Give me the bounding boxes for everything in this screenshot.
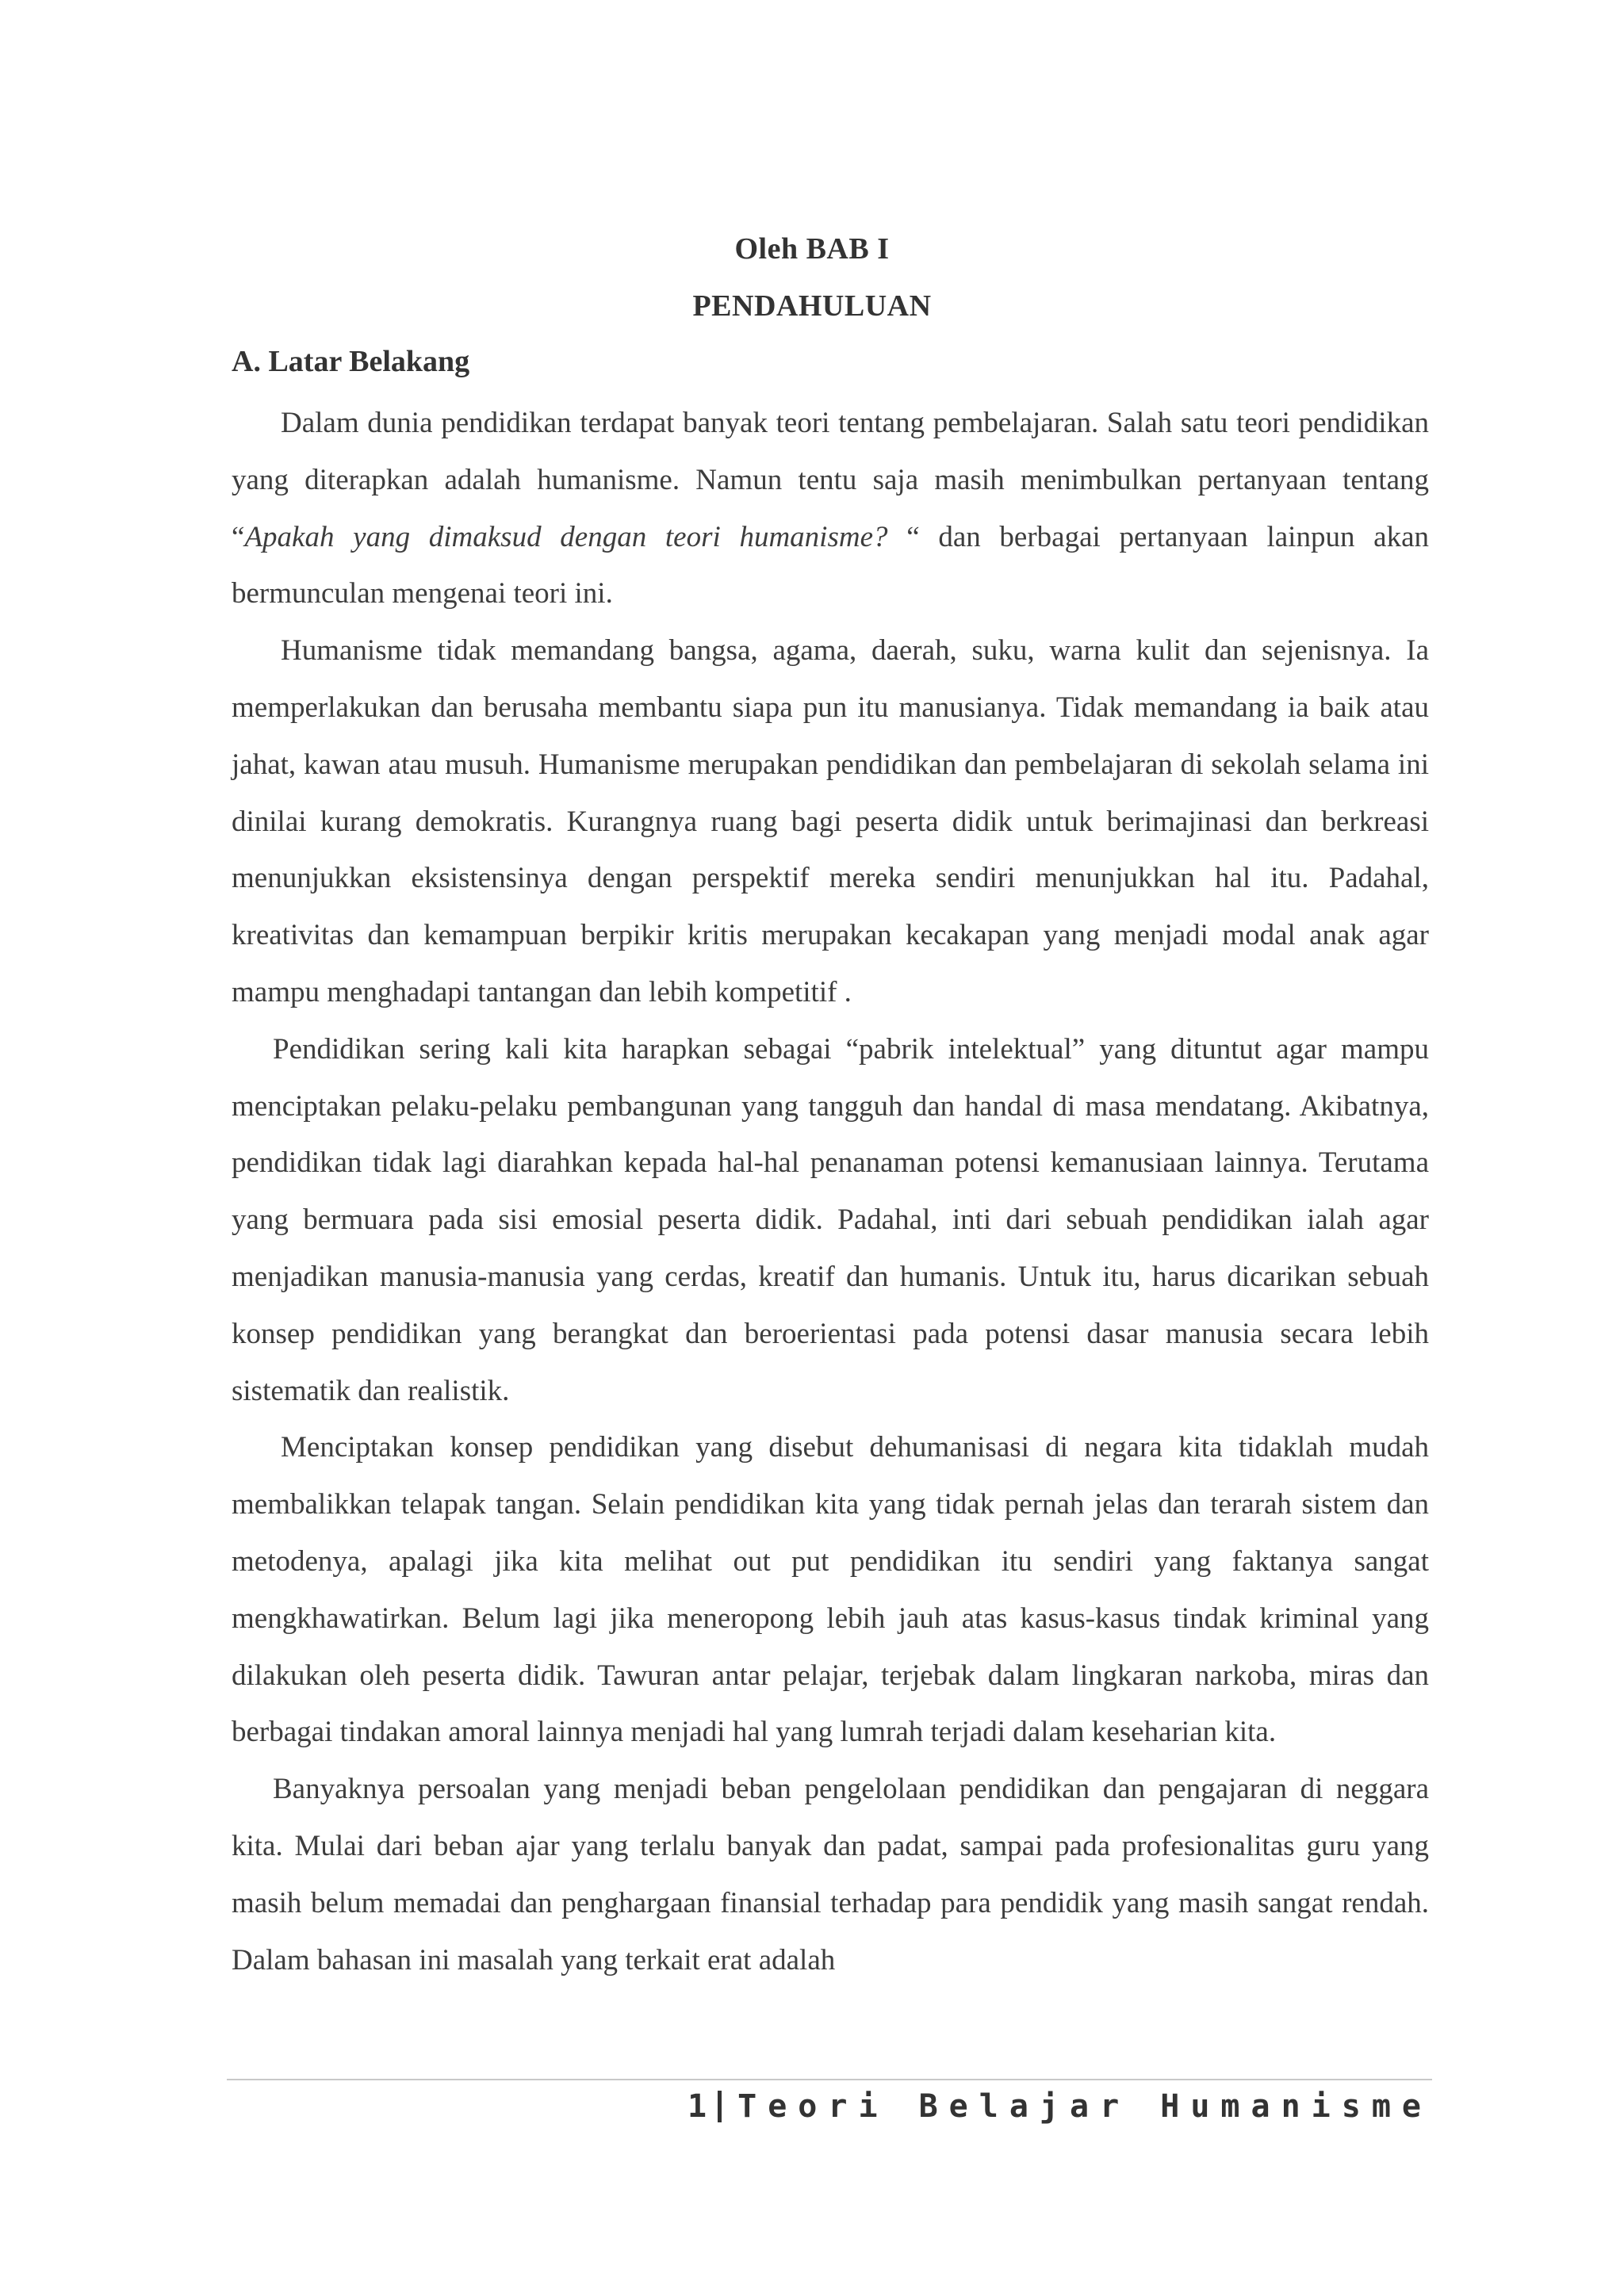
chapter-title: PENDAHULUAN — [692, 289, 932, 323]
paragraph-5: Banyaknya persoalan yang menjadi beban pengelolaan pendidikan dan pengajaran di neggara kita. Mulai dari beban ajar yang terlalu banyak dan padat, sampai pada profesionalitas guru yang masih belum memadai dan penghargaan finansial terhadap para pendidik yang masih sangat rendah. Dalam bahasan ini masalah yang terkait erat adalah — [232, 1773, 1429, 1976]
paragraph-3: Pendidikan sering kali kita harapkan sebagai “pabrik intelektual” yang dituntut agar mampu menciptakan pelaku-pelaku pembangunan yang tangguh dan handal di masa mendatang. Akibatnya, pendidikan tidak lagi diarahkan kepada hal-hal penanaman potensi kemanusiaan lainnya. Terutama yang bermuara pada sisi emosial peserta didik. Padahal, inti dari sebuah pendidikan ialah agar menjadikan manusia-manusia yang cerdas, kreatif dan humanis. Untuk itu, harus dicarikan sebuah konsep pendidikan yang berangkat dan beroerientasi pada potensi dasar manusia secara lebih sistematik dan realistik. — [232, 1032, 1429, 1407]
footer-title: Teori Belajar Humanisme — [737, 2088, 1432, 2125]
page-number: 1 — [688, 2088, 707, 2125]
footer-divider — [227, 2079, 1432, 2080]
paragraph-1-question: Apakah yang dimaksud dengan teori humanisme? — [244, 520, 888, 553]
paragraph-1-text-a: Dalam dunia pendidikan terdapat banyak teori tentang pembelajaran. Salah satu teori pendidikan yang diterapkan adalah humanisme. Namun tentu saja masih menimbulkan pertanyaan tentang “ — [232, 407, 1429, 553]
section-title: A. Latar Belakang — [232, 345, 470, 378]
footer-separator — [718, 2091, 722, 2122]
page-footer — [688, 2088, 1432, 2125]
body-text — [232, 395, 1429, 1988]
paragraph-1-text-b: “ dan berbagai pertanyaan lainpun akan bermunculan mengenai teori ini. — [232, 520, 1429, 610]
paragraph-4: Menciptakan konsep pendidikan yang disebut dehumanisasi di negara kita tidaklah mudah membalikkan telapak tangan. Selain pendidikan kita yang tidak pernah jelas dan terarah sistem dan metodenya, apalagi jika kita melihat out put pendidikan itu sendiri yang faktanya sangat mengkhawatirkan. Belum lagi jika meneropong lebih jauh atas kasus-kasus tindak kriminal yang dilakukan oleh peserta didik. Tawuran antar pelajar, terjebak dalam lingkaran narkoba, miras dan berbagai tindakan amoral lainnya menjadi hal yang lumrah terjadi dalam keseharian kita. — [232, 1431, 1429, 1749]
paragraph-2: Humanisme tidak memandang bangsa, agama, daerah, suku, warna kulit dan sejenisnya. Ia memperlakukan dan berusaha membantu siapa pun itu manusianya. Tidak memandang ia baik atau jahat, kawan atau musuh. Humanisme merupakan pendidikan dan pembelajaran di sekolah selama ini dinilai kurang demokratis. Kurangnya ruang bagi peserta didik untuk berimajinasi dan berkreasi menunjukkan eksistensinya dengan perspektif mereka sendiri menunjukkan hal itu. Padahal, kreativitas dan kemampuan berpikir kritis merupakan kecakapan yang menjadi modal anak agar mampu menghadapi tantangan dan lebih kompetitif . — [232, 634, 1429, 1008]
paragraph-1 — [232, 395, 1429, 622]
chapter-heading: Oleh BAB I — [734, 232, 890, 266]
